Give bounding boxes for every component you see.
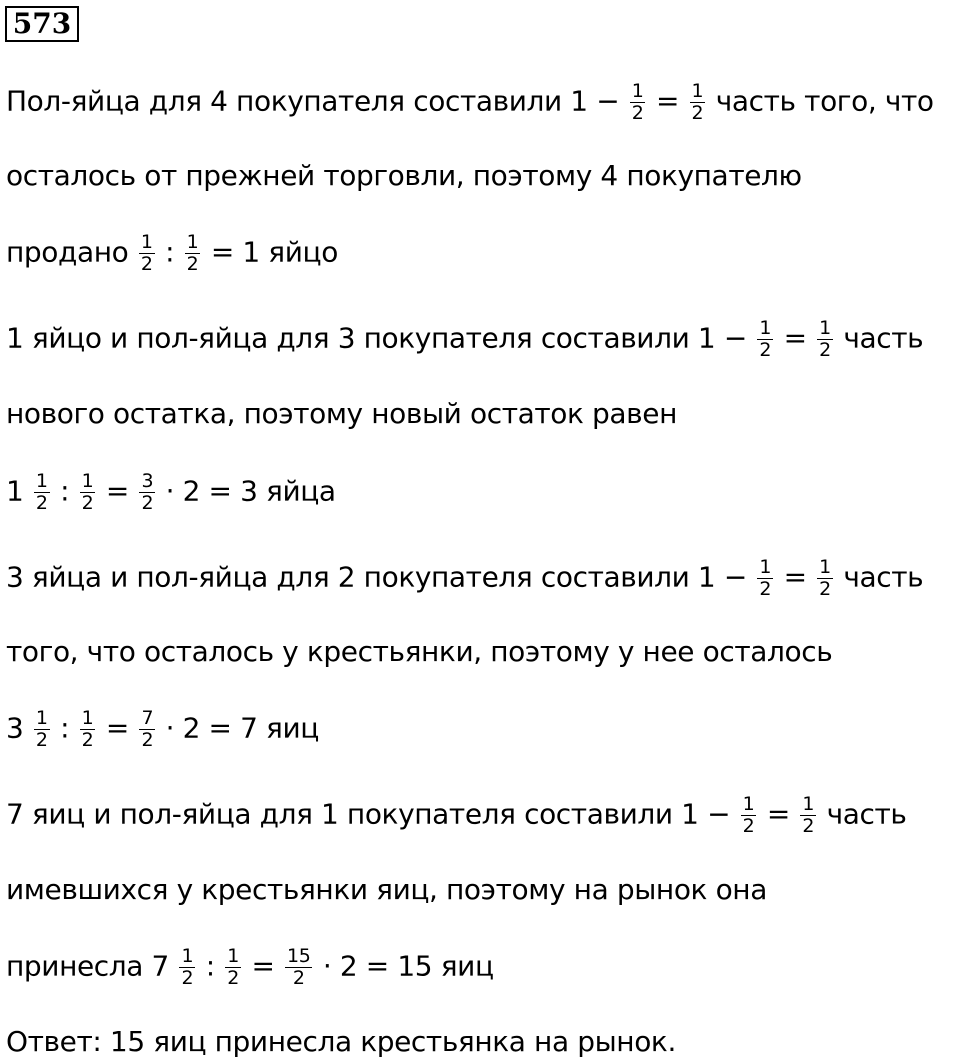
fraction [630,81,646,124]
text-segment: Ответ: 15 яиц принесла крестьянка на рынок. [6,1025,676,1058]
fraction-denominator: 2 [292,967,305,989]
fraction [757,557,773,600]
solution-line [6,394,677,434]
fraction-numerator: 15 [287,945,311,967]
fraction [179,946,195,989]
fraction-denominator: 2 [81,729,94,751]
solution-line [6,945,494,989]
fraction [800,794,816,837]
fraction-numerator: 7 [141,707,154,729]
text-segment: = [775,560,816,594]
solution-line [6,870,767,910]
text-segment: · 2 = 15 яиц [314,949,494,983]
fraction [285,946,312,989]
text-segment: : [51,711,78,745]
text-segment: : [51,474,78,508]
fraction-numerator: 1 [759,556,772,578]
fraction-denominator: 2 [227,967,239,989]
fraction-denominator: 2 [819,339,831,361]
fraction [185,232,201,275]
fraction-numerator: 1 [186,231,199,253]
text-segment: 3 [6,711,32,745]
fraction [139,708,155,751]
fraction-denominator: 2 [141,729,154,751]
text-segment: · 2 = 7 яиц [157,711,319,745]
fraction-denominator: 2 [742,815,755,837]
solution-line [6,470,336,514]
fraction-denominator: 2 [35,729,48,751]
fraction-denominator: 2 [35,492,48,514]
fraction [690,81,706,124]
fraction-denominator: 2 [141,492,154,514]
solution-line [6,556,924,600]
fraction-denominator: 2 [759,339,772,361]
text-segment: = [647,84,688,118]
text-segment: · 2 = 3 яйца [157,474,336,508]
fraction-numerator: 1 [691,80,704,102]
text-segment: 1 яйцо и пол-яйца для 3 покупателя составили 1 − [6,321,756,355]
fraction-denominator: 2 [81,492,94,514]
text-segment: 1 [6,474,32,508]
text-segment: Пол-яйца для 4 покупателя составили 1 − [6,84,628,118]
fraction [741,794,757,837]
text-segment: часть [834,321,924,355]
solution-line [6,156,802,196]
fraction [80,471,96,514]
solution-line [6,80,934,124]
text-segment: = 1 яйцо [202,235,338,269]
solution-line [6,231,338,275]
fraction-numerator: 1 [227,945,239,967]
fraction [757,318,773,361]
fraction-numerator: 1 [819,317,831,339]
fraction-denominator: 2 [759,578,772,600]
fraction-numerator: 1 [819,556,831,578]
fraction-denominator: 2 [691,102,704,124]
fraction-numerator: 1 [81,707,94,729]
fraction [225,946,241,989]
task-number-box: 573 [5,6,79,42]
text-segment: : [197,949,224,983]
fraction-numerator: 3 [141,470,154,492]
text-segment: осталось от прежней торговли, поэтому 4 покупателю [6,159,802,192]
fraction [34,471,50,514]
fraction-denominator: 2 [802,815,815,837]
fraction-numerator: 1 [35,707,48,729]
text-segment: = [97,711,138,745]
fraction-denominator: 2 [819,578,831,600]
solution-line [6,793,907,837]
text-segment: нового остатка, поэтому новый остаток равен [6,397,677,430]
text-segment: = [775,321,816,355]
text-segment: : [156,235,183,269]
fraction-numerator: 1 [759,317,772,339]
text-segment: имевшихся у крестьянки яиц, поэтому на рынок она [6,873,767,906]
fraction-denominator: 2 [140,253,153,275]
text-segment: = [758,797,799,831]
text-segment: того, что осталось у крестьянки, поэтому у нее осталось [6,635,833,668]
fraction-numerator: 1 [181,945,194,967]
solution-line [6,1022,676,1062]
fraction [139,471,155,514]
solution-line [6,317,924,361]
fraction [139,232,155,275]
text-segment: 7 яиц и пол-яйца для 1 покупателя составили 1 − [6,797,739,831]
solution-line [6,707,319,751]
fraction-numerator: 1 [81,470,94,492]
text-segment: = [97,474,138,508]
text-segment: часть [834,560,924,594]
fraction-denominator: 2 [631,102,644,124]
text-segment: продано [6,235,137,269]
text-segment: 3 яйца и пол-яйца для 2 покупателя составили 1 − [6,560,756,594]
fraction [34,708,50,751]
text-segment: часть [818,797,907,831]
fraction-numerator: 1 [802,793,815,815]
fraction-denominator: 2 [181,967,194,989]
fraction-numerator: 1 [631,80,644,102]
text-segment: = [242,949,283,983]
fraction-numerator: 1 [742,793,755,815]
fraction-numerator: 1 [35,470,48,492]
fraction [817,557,833,600]
fraction [817,318,833,361]
fraction [80,708,96,751]
text-segment: принесла 7 [6,949,178,983]
solution-line [6,632,832,672]
text-segment: часть того, что [707,84,934,118]
fraction-denominator: 2 [186,253,199,275]
fraction-numerator: 1 [140,231,153,253]
